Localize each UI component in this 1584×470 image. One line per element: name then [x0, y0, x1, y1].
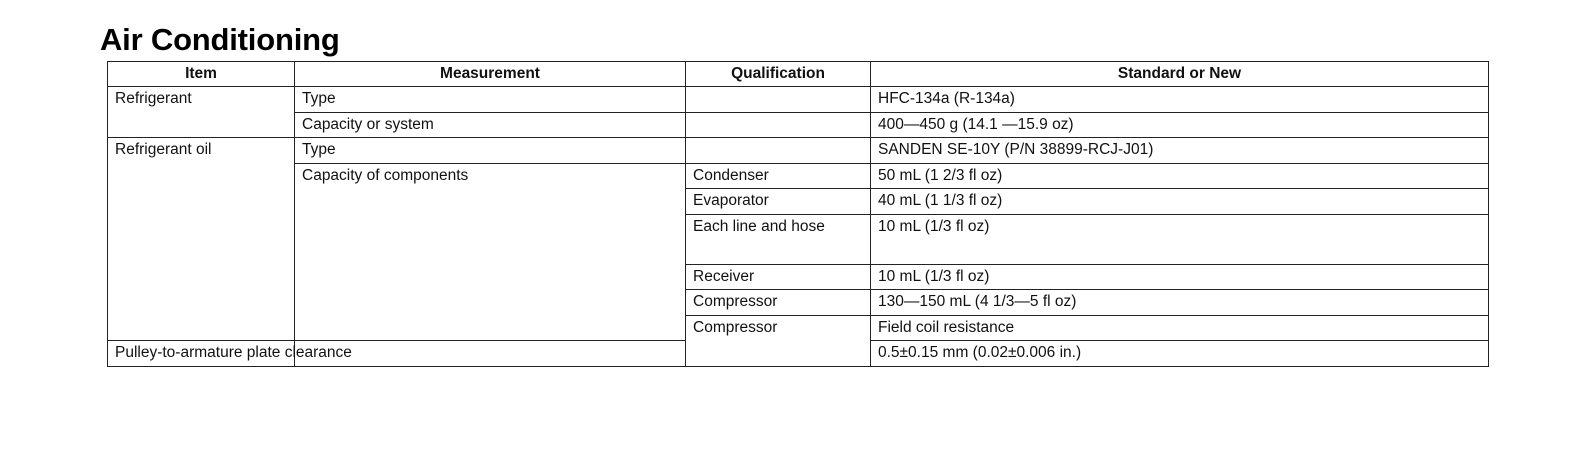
value-cell: 40 mL (1 1/3 fl oz) [871, 189, 1489, 215]
qualification-cell: Compressor [686, 290, 871, 316]
measurement-cell: Pulley-to-armature plate clearance [108, 341, 295, 367]
value-cell: 10 mL (1/3 fl oz) [871, 264, 1489, 290]
value-cell: 400—450 g (14.1 —15.9 oz) [871, 112, 1489, 138]
value-cell: 130—150 mL (4 1/3—5 fl oz) [871, 290, 1489, 316]
measurement-cell: Type [295, 138, 686, 164]
value-cell: HFC-134a (R-134a) [871, 87, 1489, 113]
value-cell: 0.5±0.15 mm (0.02±0.006 in.) [871, 341, 1489, 367]
qualification-cell: Each line and hose [686, 214, 871, 264]
qualification-cell [686, 87, 871, 113]
qualification-cell [686, 138, 871, 164]
qualification-cell: Evaporator [686, 189, 871, 215]
item-cell-refrigerant: Refrigerant [108, 87, 295, 138]
header-standard: Standard or New [871, 62, 1489, 87]
qualification-cell [686, 112, 871, 138]
table-header-row [108, 62, 1489, 87]
qualification-cell: Receiver [686, 264, 871, 290]
header-measurement: Measurement [295, 62, 686, 87]
measurement-cell: Field coil resistance [871, 315, 1489, 341]
header-item: Item [108, 62, 295, 87]
table-row [108, 112, 1489, 138]
header-qualification: Qualification [686, 62, 871, 87]
page-title: Air Conditioning [100, 22, 340, 57]
qualification-cell [295, 341, 686, 367]
table-row [108, 87, 1489, 113]
item-cell-refrigerant-oil: Refrigerant oil [108, 138, 295, 341]
table-row [108, 138, 1489, 164]
measurement-cell: Type [295, 87, 686, 113]
measurement-cell-components: Capacity of components [295, 163, 686, 341]
value-cell: 10 mL (1/3 fl oz) [871, 214, 1489, 264]
value-cell: 50 mL (1 2/3 fl oz) [871, 163, 1489, 189]
spec-table [107, 61, 1489, 367]
measurement-cell: Capacity or system [295, 112, 686, 138]
qualification-cell: Condenser [686, 163, 871, 189]
item-cell-compressor: Compressor [686, 315, 871, 366]
value-cell: SANDEN SE-10Y (P/N 38899-RCJ-J01) [871, 138, 1489, 164]
table-row [108, 163, 1489, 189]
